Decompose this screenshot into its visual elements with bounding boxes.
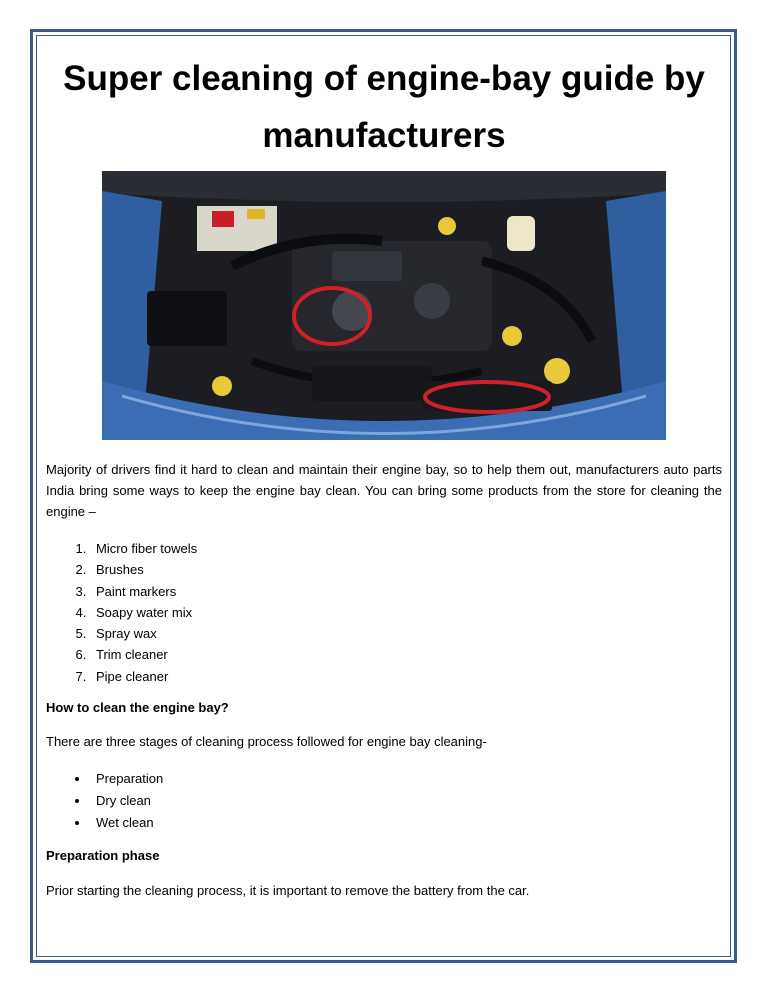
engine-bay-photo (102, 171, 666, 440)
preparation-heading: Preparation phase (46, 848, 160, 864)
document-body (46, 459, 722, 901)
list-item: 5. Spray wax (90, 623, 722, 644)
preparation-paragraph: Prior starting the cleaning process, it is important to remove the battery from the car. (46, 883, 530, 899)
list-item: 4. Soapy water mix (90, 602, 722, 623)
list-item: • Wet clean (90, 812, 722, 834)
list-item: 6. Trim cleaner (90, 644, 722, 665)
list-item: • Dry clean (90, 790, 722, 812)
list-item: • Preparation (90, 768, 722, 790)
list-item: 3. Paint markers (90, 581, 722, 602)
how-to-heading: How to clean the engine bay? (46, 700, 229, 716)
stages-list (46, 768, 722, 834)
stages-intro-paragraph: There are three stages of cleaning process followed for engine bay cleaning- (46, 734, 487, 750)
tools-list (46, 538, 722, 687)
list-item: 7. Pipe cleaner (90, 666, 722, 687)
list-item: 2. Brushes (90, 559, 722, 580)
list-item: 1. Micro fiber towels (90, 538, 722, 559)
engine-bay-illustration (102, 171, 666, 440)
page-title: Super cleaning of engine-bay guide by manufacturers (63, 59, 705, 155)
intro-paragraph: Majority of drivers find it hard to clean and maintain their engine bay, so to help them out, manufacturers auto parts India bring some ways to keep the engine bay clean. You can bring some products from the store for cleaning the engine – (46, 462, 722, 519)
